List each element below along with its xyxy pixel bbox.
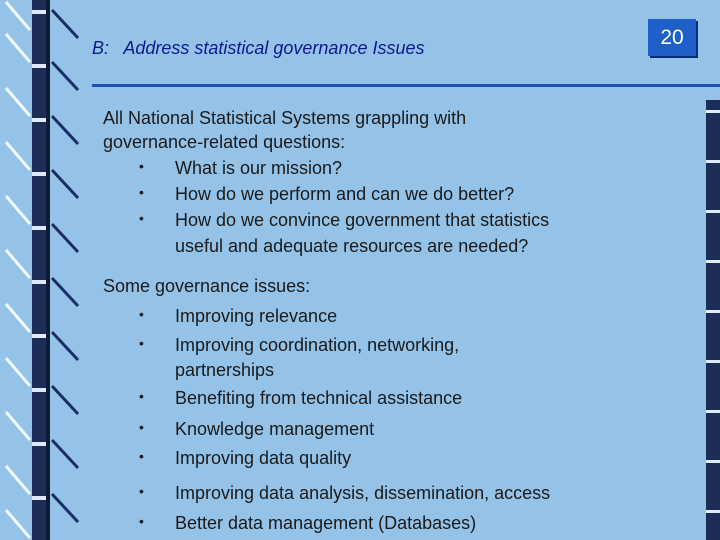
section1-intro-line2: governance-related questions: bbox=[103, 132, 346, 152]
list-item-text: Improving coordination, networking, bbox=[175, 335, 460, 355]
bullet-icon: • bbox=[139, 513, 144, 529]
list-item-text: What is our mission? bbox=[175, 158, 343, 178]
bullet-icon: • bbox=[139, 419, 144, 435]
list-item-text: useful and adequate resources are needed? bbox=[175, 236, 529, 256]
slide-title: B: Address statistical governance Issues bbox=[92, 38, 425, 58]
bullet-icon: • bbox=[139, 448, 144, 464]
list-item-text: Benefiting from technical assistance bbox=[175, 388, 463, 408]
list-item-text: Improving data analysis, dissemination, access bbox=[175, 483, 551, 503]
list-item-text: How do we convince government that statistics bbox=[175, 210, 550, 230]
section2-heading: Some governance issues: bbox=[103, 276, 311, 296]
list-item-text: Improving data quality bbox=[175, 448, 352, 468]
decorative-left-bars bbox=[0, 0, 100, 540]
list-item-text: How do we perform and can we do better? bbox=[175, 184, 515, 204]
bullet-icon: • bbox=[139, 483, 144, 499]
section1-intro-line1: All National Statistical Systems grappling with bbox=[103, 108, 467, 128]
bullet-icon: • bbox=[139, 388, 144, 404]
list-item-text: Knowledge management bbox=[175, 419, 375, 439]
bullet-icon: • bbox=[139, 335, 144, 351]
decorative-right-bar bbox=[703, 100, 720, 540]
bullet-icon: • bbox=[139, 184, 144, 200]
list-item-text: partnerships bbox=[175, 360, 275, 380]
title-divider bbox=[92, 84, 720, 87]
list-item-text: Improving relevance bbox=[175, 306, 338, 326]
list-item-text: Better data management (Databases) bbox=[175, 513, 477, 533]
bullet-icon: • bbox=[139, 306, 144, 322]
bullet-icon: • bbox=[139, 158, 144, 174]
page-number-badge: 20 bbox=[648, 19, 696, 56]
bullet-icon: • bbox=[139, 210, 144, 226]
